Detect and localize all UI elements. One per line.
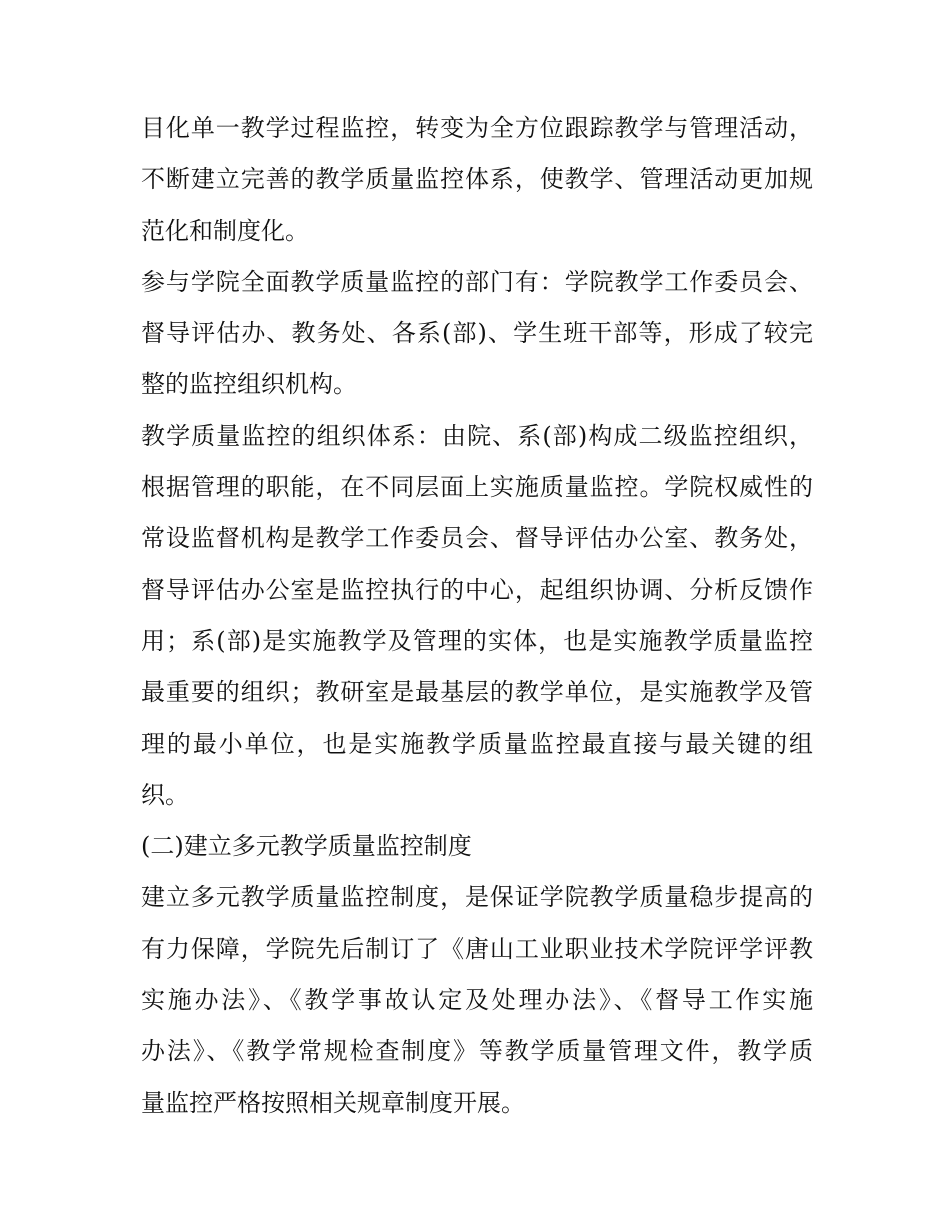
text-line: 量监控严格按照相关规章制度开展。 (141, 1088, 525, 1117)
document-body (141, 103, 813, 1129)
paragraph (141, 103, 813, 257)
text-line: 目化单一教学过程监控，转变为全方位跟踪教学与管理活动， (141, 114, 813, 142)
text-line: 常设监督机构是教学工作委员会、督导评估办公室、教务处， (141, 524, 813, 553)
text-line: 办法》、《教学常规检查制度》等教学质量管理文件，教学质 (141, 1037, 813, 1066)
text-line: 教学质量监控的组织体系：由院、系(部)构成二级监控组织， (141, 421, 813, 450)
text-line: 用；系(部)是实施教学及管理的实体，也是实施教学质量监控 (141, 626, 813, 655)
section-heading (141, 821, 813, 872)
text-line: 督导评估办公室是监控执行的中心，起组织协调、分析反馈作 (141, 575, 813, 604)
text-line: 督导评估办、教务处、各系(部)、学生班干部等，形成了较完 (141, 319, 813, 348)
text-line: 有力保障，学院先后制订了《唐山工业职业技术学院评学评教 (141, 934, 813, 963)
text-line: 参与学院全面教学质量监控的部门有：学院教学工作委员会、 (141, 267, 813, 296)
text-line: 建立多元教学质量监控制度，是保证学院教学质量稳步提高的 (141, 883, 813, 912)
heading-text: (二)建立多元教学质量监控制度 (141, 832, 472, 861)
text-line: 不断建立完善的教学质量监控体系，使教学、管理活动更加规 (141, 165, 813, 194)
text-line: 范化和制度化。 (141, 216, 309, 245)
text-line: 最重要的组织；教研室是最基层的教学单位，是实施教学及管 (141, 678, 813, 707)
text-line: 织。 (141, 780, 189, 809)
text-line: 整的监控组织机构。 (141, 370, 357, 399)
paragraph (141, 872, 813, 1128)
text-line: 实施办法》、《教学事故认定及处理办法》、《督导工作实施 (141, 986, 813, 1015)
paragraph (141, 257, 813, 411)
text-line: 理的最小单位，也是实施教学质量监控最直接与最关键的组 (141, 729, 813, 758)
paragraph (141, 411, 813, 821)
text-line: 根据管理的职能，在不同层面上实施质量监控。学院权威性的 (141, 473, 813, 502)
